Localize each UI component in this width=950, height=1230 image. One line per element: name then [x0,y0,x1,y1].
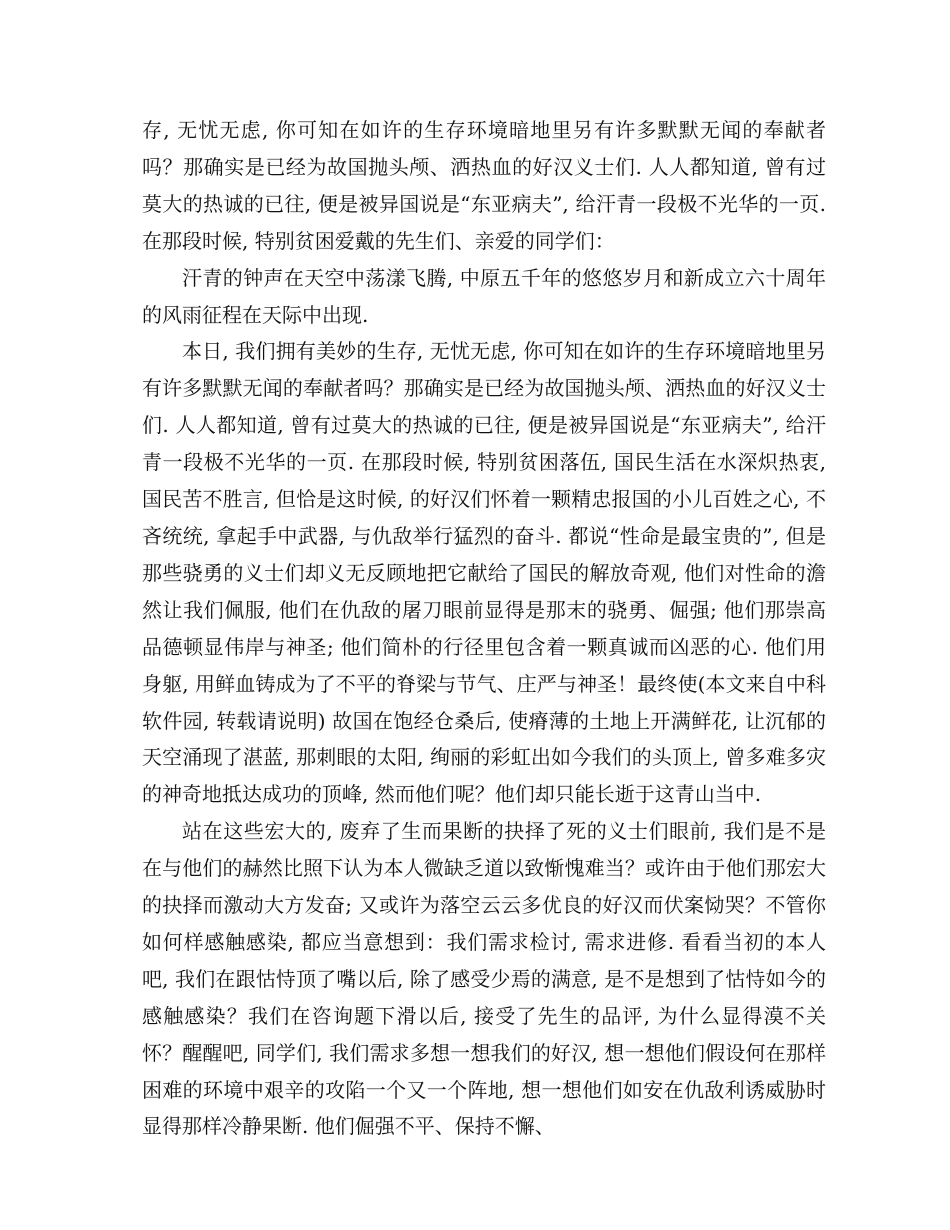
paragraph-4: 站在这些宏大的, 废弃了生而果断的抉择了死的义士们眼前, 我们是不是在与他们的赫然比照下认为本人微缺乏道以致惭愧难当？或许由于他们那宏大的抉择而激动大方发奋; 又或许为落空云云多优良的好汉而伏案恸哭？不管你如何样感触感染, 都应当意想到：我们需求检讨, 需求进修. 看看当初的本人吧, 我们在跟怙恃顶了嘴以后, 除了感受少焉的满意, 是不是想到了怙恃如今的感触感染？我们在咨询题下滑以后, 接受了先生的品评, 为什么显得漠不关怀？醒醒吧, 同学们, 我们需求多想一想我们的好汉, 想一想他们假设何在那样困难的环境中艰辛的攻陷一个又一个阵地, 想一想他们如安在仇敌利诱威胁时显得那样冷静果断. 他们倔强不平、保持不懈、 [142,819,826,1139]
paragraph-1: 存, 无忧无虑, 你可知在如许的生存环境暗地里另有许多默默无闻的奉献者吗？那确实是已经为故国抛头颅、洒热血的好汉义士们. 人人都知道, 曾有过莫大的热诚的已往, 便是被异国说是“东亚病夫”, 给汗青一段极不光华的一页. 在那段时候, 特别贫困爱戴的先生们、亲爱的同学们： [142,118,826,253]
paragraph-2: 汗青的钟声在天空中荡漾飞腾, 中原五千年的悠悠岁月和新成立六十周年的风雨征程在天际中出现. [142,265,826,327]
paragraph-3: 本日, 我们拥有美妙的生存, 无忧无虑, 你可知在如许的生存环境暗地里另有许多默默无闻的奉献者吗？那确实是已经为故国抛头颅、洒热血的好汉义士们. 人人都知道, 曾有过莫大的热诚的已往, 便是被异国说是“东亚病夫”, 给汗青一段极不光华的一页. 在那段时候, 特别贫困落伍, 国民生活在水深炽热衷, 国民苦不胜言, 但恰是这时候, 的好汉们怀着一颗精忠报国的小儿百姓之心, 不吝统统, 拿起手中武器, 与仇敌举行猛烈的奋斗. 都说“性命是最宝贵的”, 但是那些骁勇的义士们却义无反顾地把它献给了国民的解放奇观, 他们对性命的澹然让我们佩服, 他们在仇敌的屠刀眼前显得是那末的骁勇、倔强; 他们那崇高品德顿显伟岸与神圣; 他们简朴的行径里包含着一颗真诚而凶恶的心. 他们用身躯, 用鲜血铸成为了不平的脊梁与节气、庄严与神圣！最终使(本文来自中科软件园, 转载请说明) 故国在饱经仓桑后, 使瘠薄的土地上开满鲜花, 让沉郁的天空涌现了湛蓝, 那刺眼的太阳, 绚丽的彩虹出如今我们的头顶上, 曾多难多灾的神奇地抵达成功的顶峰, 然而他们呢？他们却只能长逝于这青山当中. [142,339,826,807]
document-body [142,112,826,1145]
